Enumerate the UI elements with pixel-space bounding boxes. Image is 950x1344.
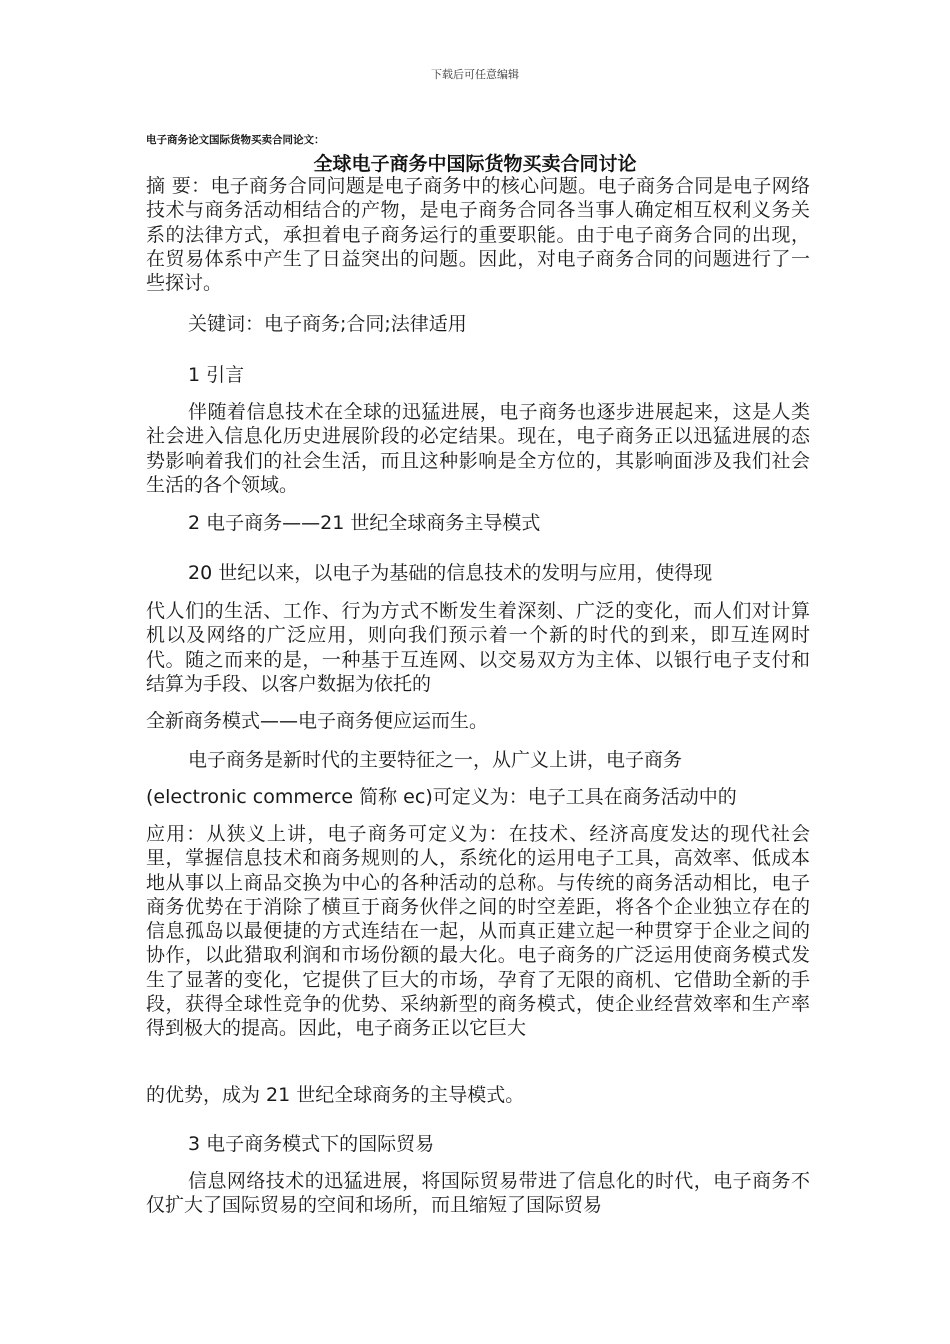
- section-3-paragraph: 信息网络技术的迅猛进展，将国际贸易带进了信息化的时代，电子商务不仅扩大了国际贸易的空间和场所，而且缩短了国际贸易: [146, 1170, 810, 1217]
- pre-title: 电子商务论文国际货物买卖合同论文：: [146, 134, 325, 146]
- keywords-line: 关键词：电子商务;合同;法律适用: [188, 313, 467, 335]
- section-2-paragraph-2-last-line: 的优势，成为 21 世纪全球商务的主导模式。: [146, 1084, 525, 1106]
- document-title: 全球电子商务中国际货物买卖合同讨论: [313, 153, 637, 175]
- section-1-paragraph: 伴随着信息技术在全球的迅猛进展，电子商务也逐步进展起来，这是人类社会进入信息化历史进展阶段的必定结果。现在，电子商务正以迅猛进展的态势影响着我们的社会生活，而且这种影响是全方位的，其影响面涉及我们社会生活的各个领域。: [146, 401, 810, 496]
- section-2-heading: 2 电子商务——21 世纪全球商务主导模式: [188, 512, 541, 534]
- section-2-paragraph-2-first-line: 电子商务是新时代的主要特征之一，从广义上讲，电子商务: [188, 749, 683, 771]
- section-2-paragraph-1-last-line: 全新商务模式——电子商务便应运而生。: [146, 710, 489, 732]
- section-3-heading: 3 电子商务模式下的国际贸易: [188, 1133, 435, 1155]
- section-2-paragraph-2-second-line: (electronic commerce 简称 ec)可定义为：电子工具在商务活动中的: [146, 786, 737, 808]
- header-note: 下载后可任意编辑: [431, 68, 519, 81]
- section-2-paragraph-1-first-line: 20 世纪以来，以电子为基础的信息技术的发明与应用，使得现: [188, 562, 713, 584]
- section-2-paragraph-1-body: 代人们的生活、工作、行为方式不断发生着深刻、广泛的变化，而人们对计算机以及网络的广泛应用，则向我们预示着一个新的时代的到来，即互连网时代。随之而来的是，一种基于互连网、以交易双方为主体、以银行电子支付和结算为手段、以客户数据为依托的: [146, 600, 810, 695]
- section-2-paragraph-2-body: 应用：从狭义上讲，电子商务可定义为：在技术、经济高度发达的现代社会里，掌握信息技术和商务规则的人，系统化的运用电子工具，高效率、低成本地从事以上商品交换为中心的各种活动的总称。与传统的商务活动相比，电子商务优势在于消除了横亘于商务伙伴之间的时空差距，将各个企业独立存在的信息孤岛以最便捷的方式连结在一起，从而真正建立起一种贯穿于企业之间的协作，以此猎取利润和市场份额的最大化。电子商务的广泛运用使商务模式发生了显著的变化，它提供了巨大的市场，孕育了无限的商机、它借助全新的手段，获得全球性竞争的优势、采纳新型的商务模式，使企业经营效率和生产率得到极大的提高。因此，电子商务正以它巨大: [146, 823, 810, 1040]
- abstract-paragraph: 摘 要：电子商务合同问题是电子商务中的核心问题。电子商务合同是电子网络技术与商务活动相结合的产物，是电子商务合同各当事人确定相互权利义务关系的法律方式，承担着电子商务运行的重要职能。由于电子商务合同的出现，在贸易体系中产生了日益突出的问题。因此，对电子商务合同的问题进行了一些探讨。: [146, 175, 810, 295]
- section-1-heading: 1 引言: [188, 364, 245, 386]
